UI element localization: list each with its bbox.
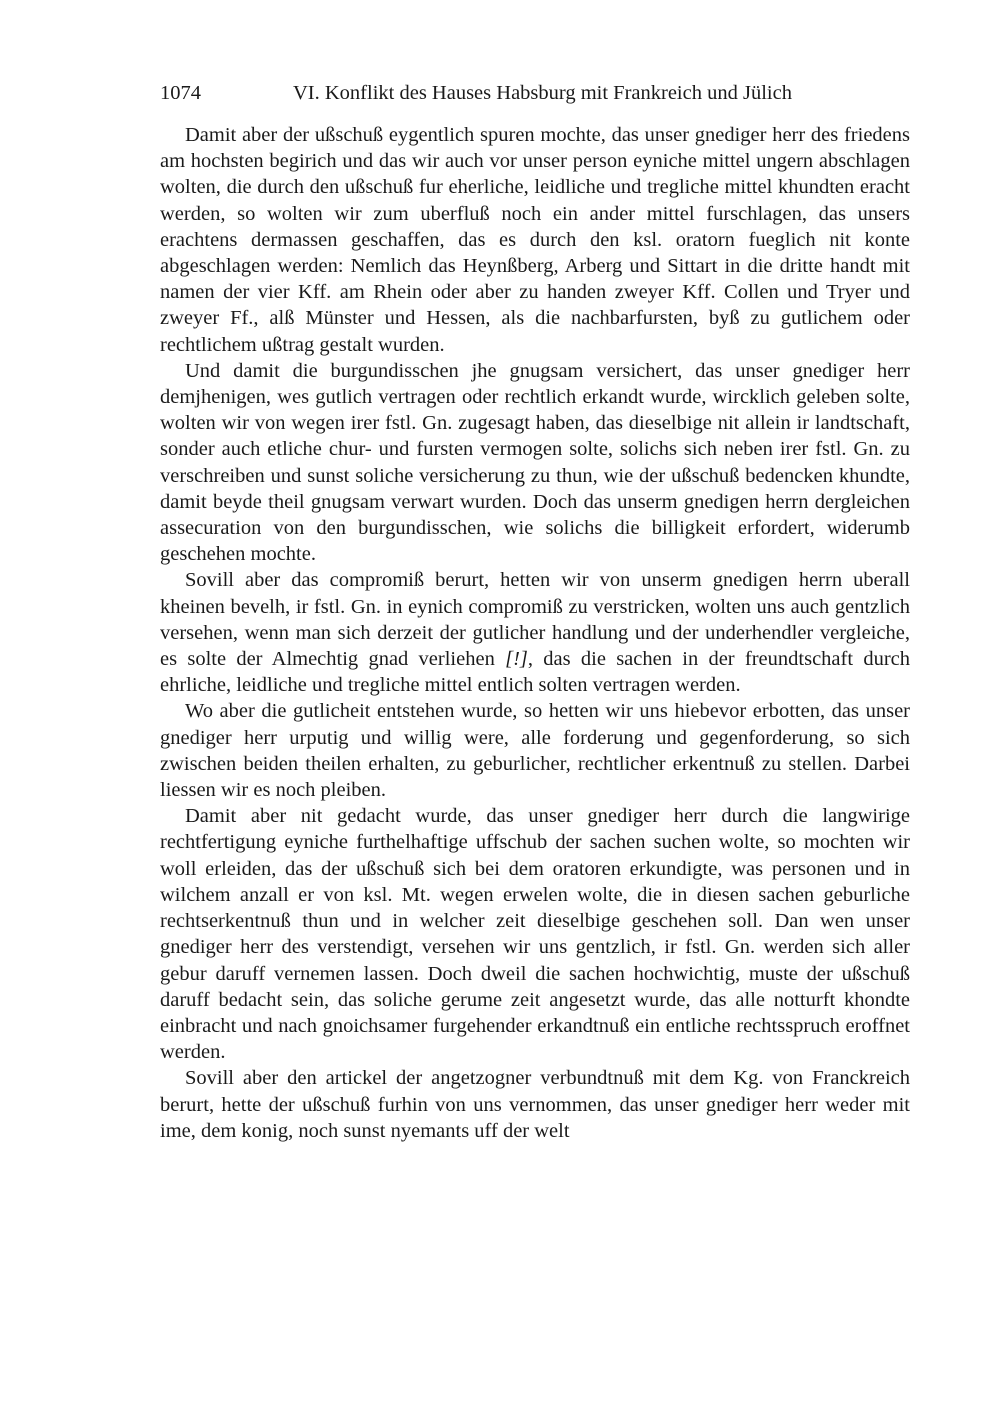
paragraph-3 [160, 567, 910, 698]
paragraph-1: Damit aber der ußschuß eygentlich spuren mochte, das unser gnediger herr des friedens am hochsten begirich und das wir auch vor unser person eyniche mittel ungern abschlagen wolten, die durch den ußschuß fur eherliche, leidliche und tregliche mittel khundten eracht werden, so wolten wir zum uberfluß noch ein ander mittel furschlagen, das unsers erachtens dermassen geschaffen, das es durch den ksl. oratorn fueglich nit konte abgeschlagen werden: Nemlich das Heynßberg, Arberg und Sittart in die dritte handt mit namen der vier Kff. am Rhein oder aber zu handen zweyer Kff. Collen und Tryer und zweyer Ff., alß Münster und Hessen, als die nachbarfursten, byß zu gutlichem oder rechtlichem ußtrag gestalt wurden. [160, 124, 910, 356]
paragraph-4: Wo aber die gutlicheit entstehen wurde, so hetten wir uns hiebevor erbotten, das unser gnediger herr urputig und willig were, alle forderung und gegenforderung, so sich zwischen beiden theilen erhalten, zu geburlicher, rechtlicher erkentnuß zu stellen. Darbei liessen wir es noch pleiben. [160, 700, 910, 802]
paragraph-3-text-before: Sovill aber das compromiß berurt, hetten wir von unserm gnedigen herrn uberall kheinen bevelh, ir fstl. Gn. in eynich compromiß zu verstricken, wolten uns auch gentzlich versehen, wenn man sich derzeit der gutlicher handlung und der underhendler vergleiche, es solte der Almechtig gnad verliehen [160, 569, 910, 671]
paragraph-3-text-after: , das die sachen in der freundtschaft durch ehrliche, leidliche und tregliche mittel entlich solten vertragen werden. [160, 648, 910, 697]
paragraph-2: Und damit die burgundisschen jhe gnugsam versichert, das unser gnediger herr demjhenigen, wes gutlich vertragen oder rechtlich erkandt wurde, wircklich geleben solte, wolten wir von wegen irer fstl. Gn. zugesagt haben, das dieselbige nit allein ir landtschaft, sonder auch etliche chur- und fursten vermogen solte, solichs sich neben irer fstl. Gn. zu verschreiben und sunst soliche versicherung zu thun, wie der ußschuß bedencken khundte, damit beyde theil gnugsam verwart wurden. Doch das unserm gnedigen herrn dergleichen assecuration von den burgundisschen, wie solichs die billigkeit erfordert, widerumb geschehen mochte. [160, 359, 910, 566]
running-title: VI. Konflikt des Hauses Habsburg mit Frankreich und Jülich [293, 82, 792, 104]
page-number: 1074 [160, 82, 201, 104]
paragraph-6: Sovill aber den artickel der angetzogner verbundtnuß mit dem Kg. von Franckreich berurt, hette der ußschuß furhin von uns vernommen, das unser gnediger herr weder mit ime, dem konig, noch sunst nyemants uff der welt [160, 1067, 910, 1142]
running-header [160, 80, 910, 106]
body-text [160, 122, 910, 1144]
paragraph-5: Damit aber nit gedacht wurde, das unser gnediger herr durch die langwirige rechtfertigung eyniche furthelhaftige uffschub der sachen suchen wolte, so mochten wir woll erleiden, das der ußschuß sich bei dem oratoren erkundigte, was personen und in wilchem anzall er von ksl. Mt. wegen erwelen wolte, die in diesen sachen geburliche rechtserkentnuß thun und in welcher zeit dieselbige geschehen soll. Dan wen unser gnediger herr des verstendigt, versehen wir uns gentzlich, ir fstl. Gn. werden sich aller gebur daruff vernemen lassen. Doch dweil die sachen hochwichtig, muste der ußschuß daruff bedacht sein, das soliche gerume zeit angesetzt wurde, das alle notturft khondte einbracht und nach gnoichsamer furgehender erkandtnuß ein entliche rechtsspruch eroffnet werden. [160, 805, 910, 1064]
editorial-mark: [!] [505, 648, 528, 671]
